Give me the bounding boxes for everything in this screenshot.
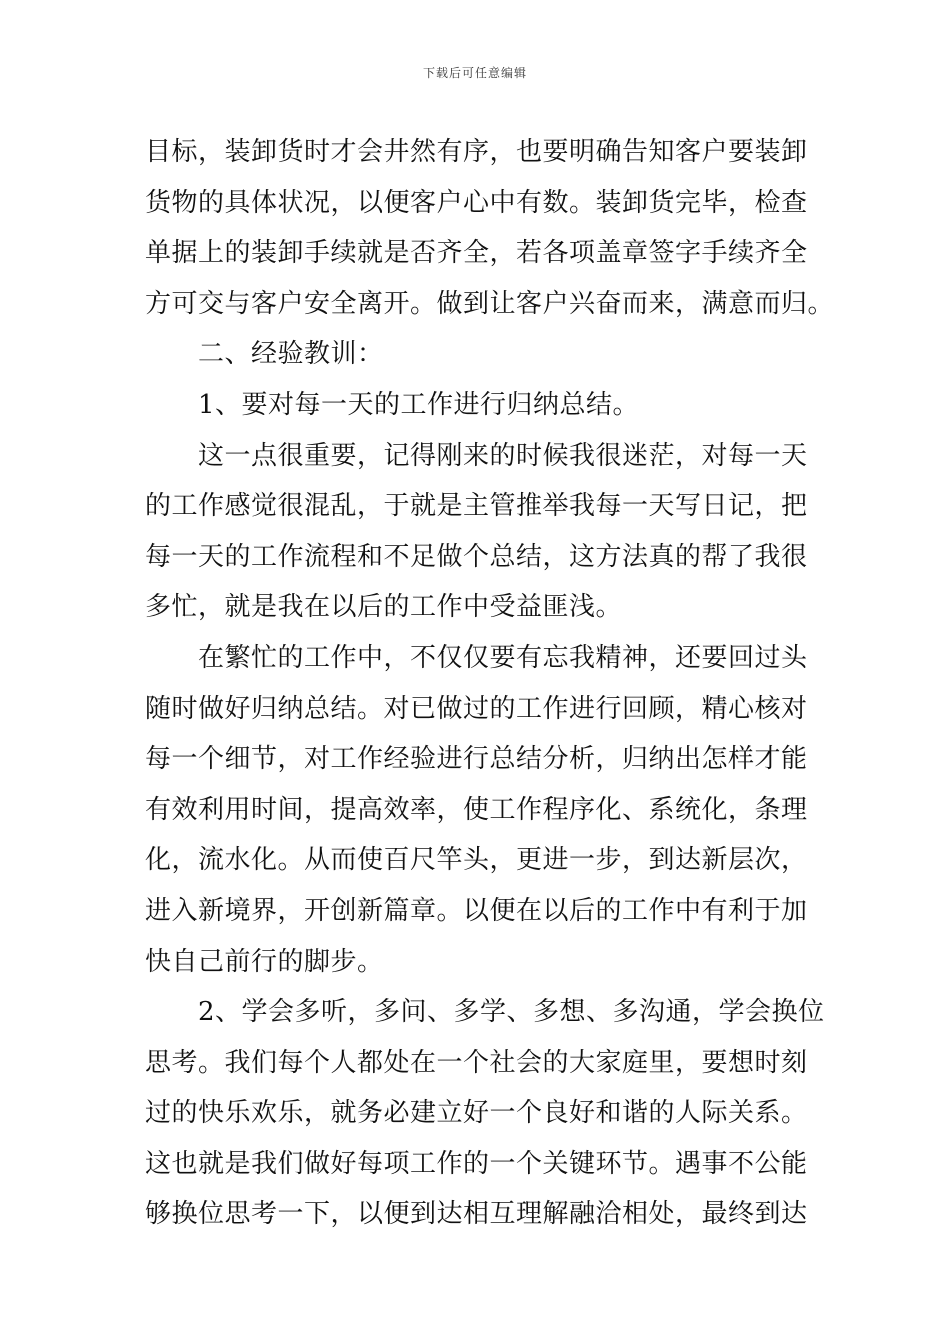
text-line: 这也就是我们做好每项工作的一个关键环节。遇事不公能 xyxy=(145,1148,808,1179)
text-line: 的工作感觉很混乱，于就是主管推举我每一天写日记，把 xyxy=(145,491,808,522)
text-line: 每一天的工作流程和不足做个总结，这方法真的帮了我很 xyxy=(145,541,808,572)
text-line: 方可交与客户安全离开。做到让客户兴奋而来，满意而归。 xyxy=(145,288,835,319)
text-line: 每一个细节，对工作经验进行总结分析，归纳出怎样才能 xyxy=(145,744,808,775)
text-line: 2、学会多听，多问、多学、多想、多沟通，学会换位 xyxy=(198,997,825,1028)
page-header-note: 下载后可任意编辑 xyxy=(422,66,527,80)
text-line: 多忙，就是我在以后的工作中受益匪浅。 xyxy=(145,592,623,623)
text-line: 思考。我们每个人都处在一个社会的大家庭里，要想时刻 xyxy=(145,1047,808,1078)
text-line: 二、经验教训： xyxy=(198,339,384,370)
text-line: 快自己前行的脚步。 xyxy=(145,946,384,977)
text-line: 目标，装卸货时才会井然有序，也要明确告知客户要装卸 xyxy=(145,137,808,167)
text-line: 有效利用时间，提高效率，使工作程序化、系统化，条理 xyxy=(145,794,808,825)
text-line: 过的快乐欢乐，就务必建立好一个良好和谐的人际关系。 xyxy=(145,1098,808,1129)
text-line: 这一点很重要，记得刚来的时候我很迷茫，对每一天 xyxy=(198,440,808,471)
text-line: 单据上的装卸手续就是否齐全，若各项盖章签字手续齐全 xyxy=(145,238,808,269)
document-body xyxy=(145,127,835,1240)
text-line: 随时做好归纳总结。对已做过的工作进行回顾，精心核对 xyxy=(145,693,808,724)
text-line: 1、要对每一天的工作进行归纳总结。 xyxy=(198,389,640,420)
text-line: 货物的具体状况，以便客户心中有数。装卸货完毕，检查 xyxy=(145,187,808,218)
text-line: 够换位思考一下，以便到达相互理解融洽相处，最终到达 xyxy=(145,1199,808,1230)
text-line: 在繁忙的工作中，不仅仅要有忘我精神，还要回过头 xyxy=(198,642,808,673)
text-line: 化，流水化。从而使百尺竿头，更进一步，到达新层次， xyxy=(145,845,808,876)
text-line: 进入新境界，开创新篇章。以便在以后的工作中有利于加 xyxy=(145,895,808,926)
